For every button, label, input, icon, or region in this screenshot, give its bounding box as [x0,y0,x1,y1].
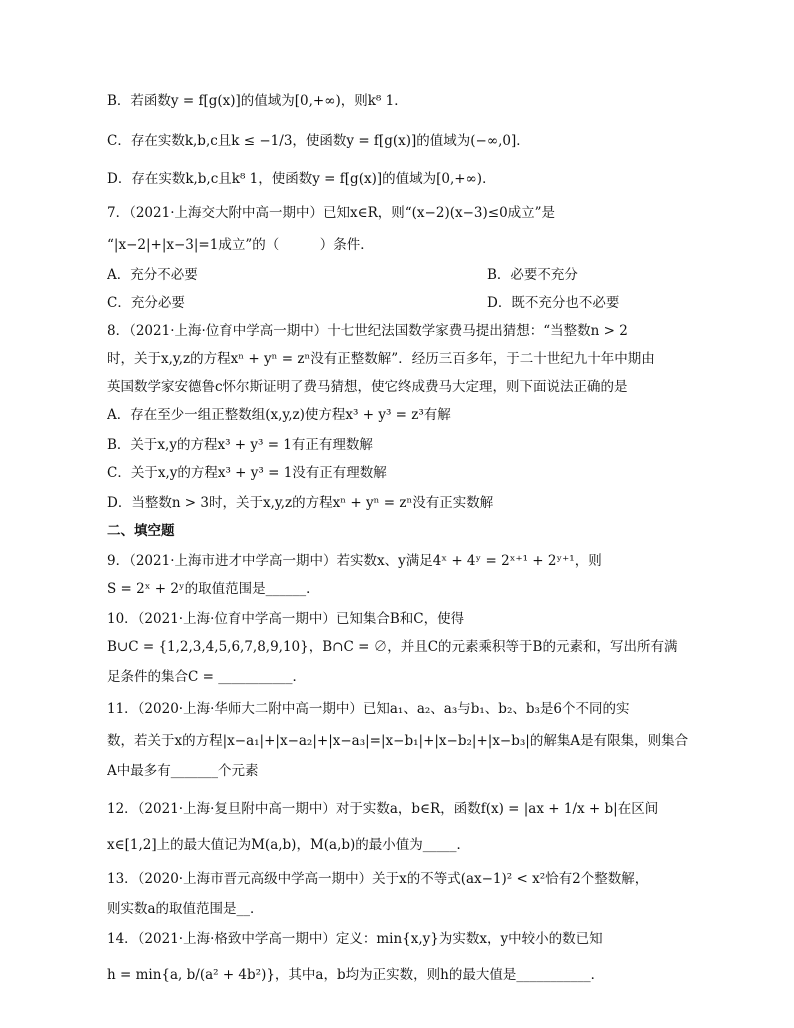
q12-stem-line-2: x∈[1,2]上的最大值记为M(a,b)，M(a,b)的最小值为_____． [107,837,471,853]
q7-option-b: B．必要不充分 [487,267,578,283]
q13-stem-line-1: 13．（2020·上海市晋元高级中学高一期中）关于x的不等式(ax−1)² < x²恰有2个整数解， [107,871,649,887]
q11-stem-line-1: 11．（2020·上海·华师大二附中高一期中）已知a₁、a₂、a₃与b₁、b₂、b₃是6个不同的实 [107,701,630,717]
q6-option-d: D．存在实数k,b,c且k⁸ 1，使函数y = f[g(x)]的值域为[0,+∞)． [107,171,496,187]
q9-stem-line-1: 9．（2021·上海市进才中学高一期中）若实数x、y满足4ˣ + 4ʸ = 2ˣ⁺¹ + 2ʸ⁺¹，则 [107,553,602,569]
q7-options-row-1 [107,265,707,285]
q7-stem-line-2: “|x−2|+|x−3|=1成立”的（ ）条件． [107,237,374,253]
q11-stem-line-2: 数，若关于x的方程|x−a₁|+|x−a₂|+|x−a₃|=|x−b₁|+|x−b₂|+|x−b₃|的解集A是有限集，则集合 [107,733,689,749]
q6-option-c: C．存在实数k,b,c且k ≤ −1/3，使函数y = f[g(x)]的值域为(−∞,0]． [107,133,530,149]
q13-stem-line-2: 则实数a的取值范围是__． [107,901,264,917]
q6-option-b: B．若函数y = f[g(x)]的值域为[0,+∞)，则k⁸ 1． [107,93,408,109]
q8-stem-line-1: 8．（2021·上海·位育中学高一期中）十七世纪法国数学家费马提出猜想：“当整数n > 2 [107,323,628,339]
q10-stem-line-2: B∪C = {1,2,3,4,5,6,7,8,9,10}，B∩C = ∅，并且C的元素乘积等于B的元素和，写出所有满 [107,639,678,655]
q7-option-d: D．既不充分也不必要 [487,295,620,311]
section-heading: 二、填空题 [107,523,175,539]
q12-stem-line-1: 12．（2021·上海·复旦附中高一期中）对于实数a，b∈R，函数f(x) = |ax + 1/x + b|在区间 [107,801,659,817]
q8-stem-line-3: 英国数学家安德鲁c怀尔斯证明了费马猜想，使它终成费马大定理，则下面说法正确的是 [107,379,628,395]
q8-option-c: C．关于x,y的方程x³ + y³ = 1没有正有理数解 [107,465,387,481]
q10-stem-line-1: 10．（2021·上海·位育中学高一期中）已知集合B和C，使得 [107,611,465,627]
q9-stem-line-2: S = 2ˣ + 2ʸ的取值范围是______． [107,581,320,597]
q14-stem-line-1: 14．（2021·上海·格致中学高一期中）定义：min{x,y}为实数x，y中较小的数已知 [107,931,603,947]
q8-option-a: A．存在至少一组正整数组(x,y,z)使方程x³ + y³ = z³有解 [107,407,451,423]
q7-stem-line-1: 7．（2021·上海交大附中高一期中）已知x∈R，则“(x−2)(x−3)≤0成立”是 [107,205,556,221]
q7-options-row-2 [107,293,707,313]
q8-stem-line-2: 时，关于x,y,z的方程xⁿ + yⁿ = zⁿ没有正整数解”．经历三百多年，于二十世纪九十年中期由 [107,351,655,367]
q7-option-c: C．充分必要 [107,295,185,311]
q11-stem-line-3: A中最多有_______个元素 [107,763,259,779]
q14-stem-line-2: h = min{a, b/(a² + 4b²)}，其中a，b均为正实数，则h的最大值是___________． [107,967,605,983]
q7-option-a: A．充分不必要 [107,267,198,283]
q8-option-d: D．当整数n > 3时，关于x,y,z的方程xⁿ + yⁿ = zⁿ没有正实数解 [107,495,494,511]
q8-option-b: B．关于x,y的方程x³ + y³ = 1有正有理数解 [107,437,373,453]
q10-stem-line-3: 足条件的集合C = ___________． [107,669,306,685]
